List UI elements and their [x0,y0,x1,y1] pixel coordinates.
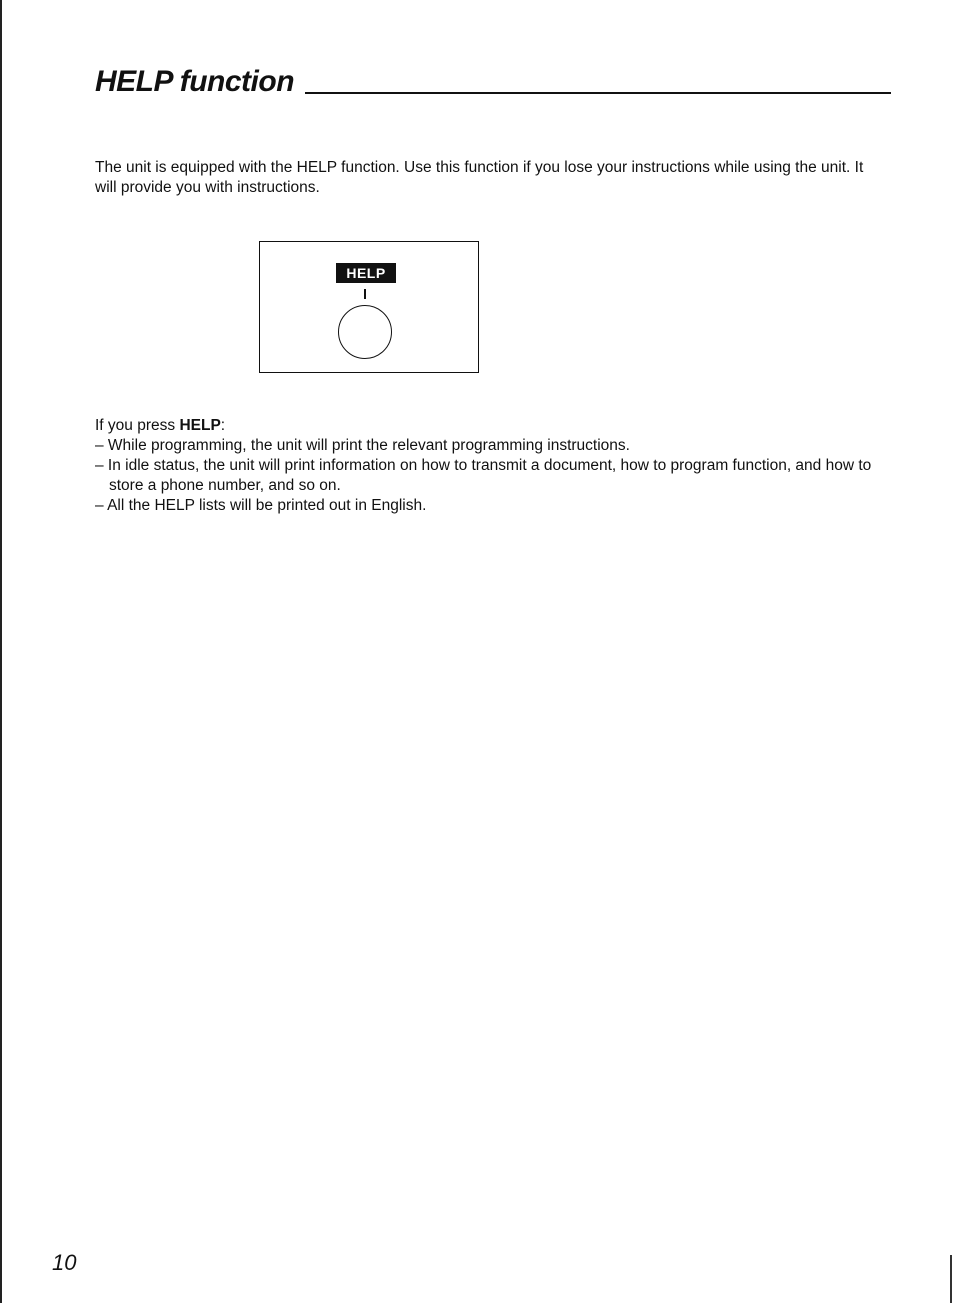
page-title: HELP function [95,65,295,98]
lead-prefix: If you press [95,417,180,434]
section-header [95,64,891,96]
page-edge-rule [0,0,2,1303]
list-item: – While programming, the unit will print the relevant programming instructions. [95,437,630,454]
intro-paragraph: The unit is equipped with the HELP function. Use this function if you lose your instructions while using the unit. It will provide you with instructions. [95,159,864,196]
page-number: 10 [52,1250,77,1275]
list-item: – All the HELP lists will be printed out in English. [95,497,427,514]
lead-suffix: : [220,417,226,434]
help-key-label: HELP [336,263,396,283]
round-button-icon [338,305,392,359]
label-connector-line [364,289,366,299]
list-item: – In idle status, the unit will print information on how to transmit a document, how to program function, and how to store a phone number, and so on. [95,457,872,494]
help-button-diagram [259,241,479,373]
title-underline [305,92,891,94]
help-key-name: HELP [179,417,221,434]
page-edge-mark [950,1255,952,1303]
instructions-lead [95,416,885,436]
help-instructions [95,416,885,516]
